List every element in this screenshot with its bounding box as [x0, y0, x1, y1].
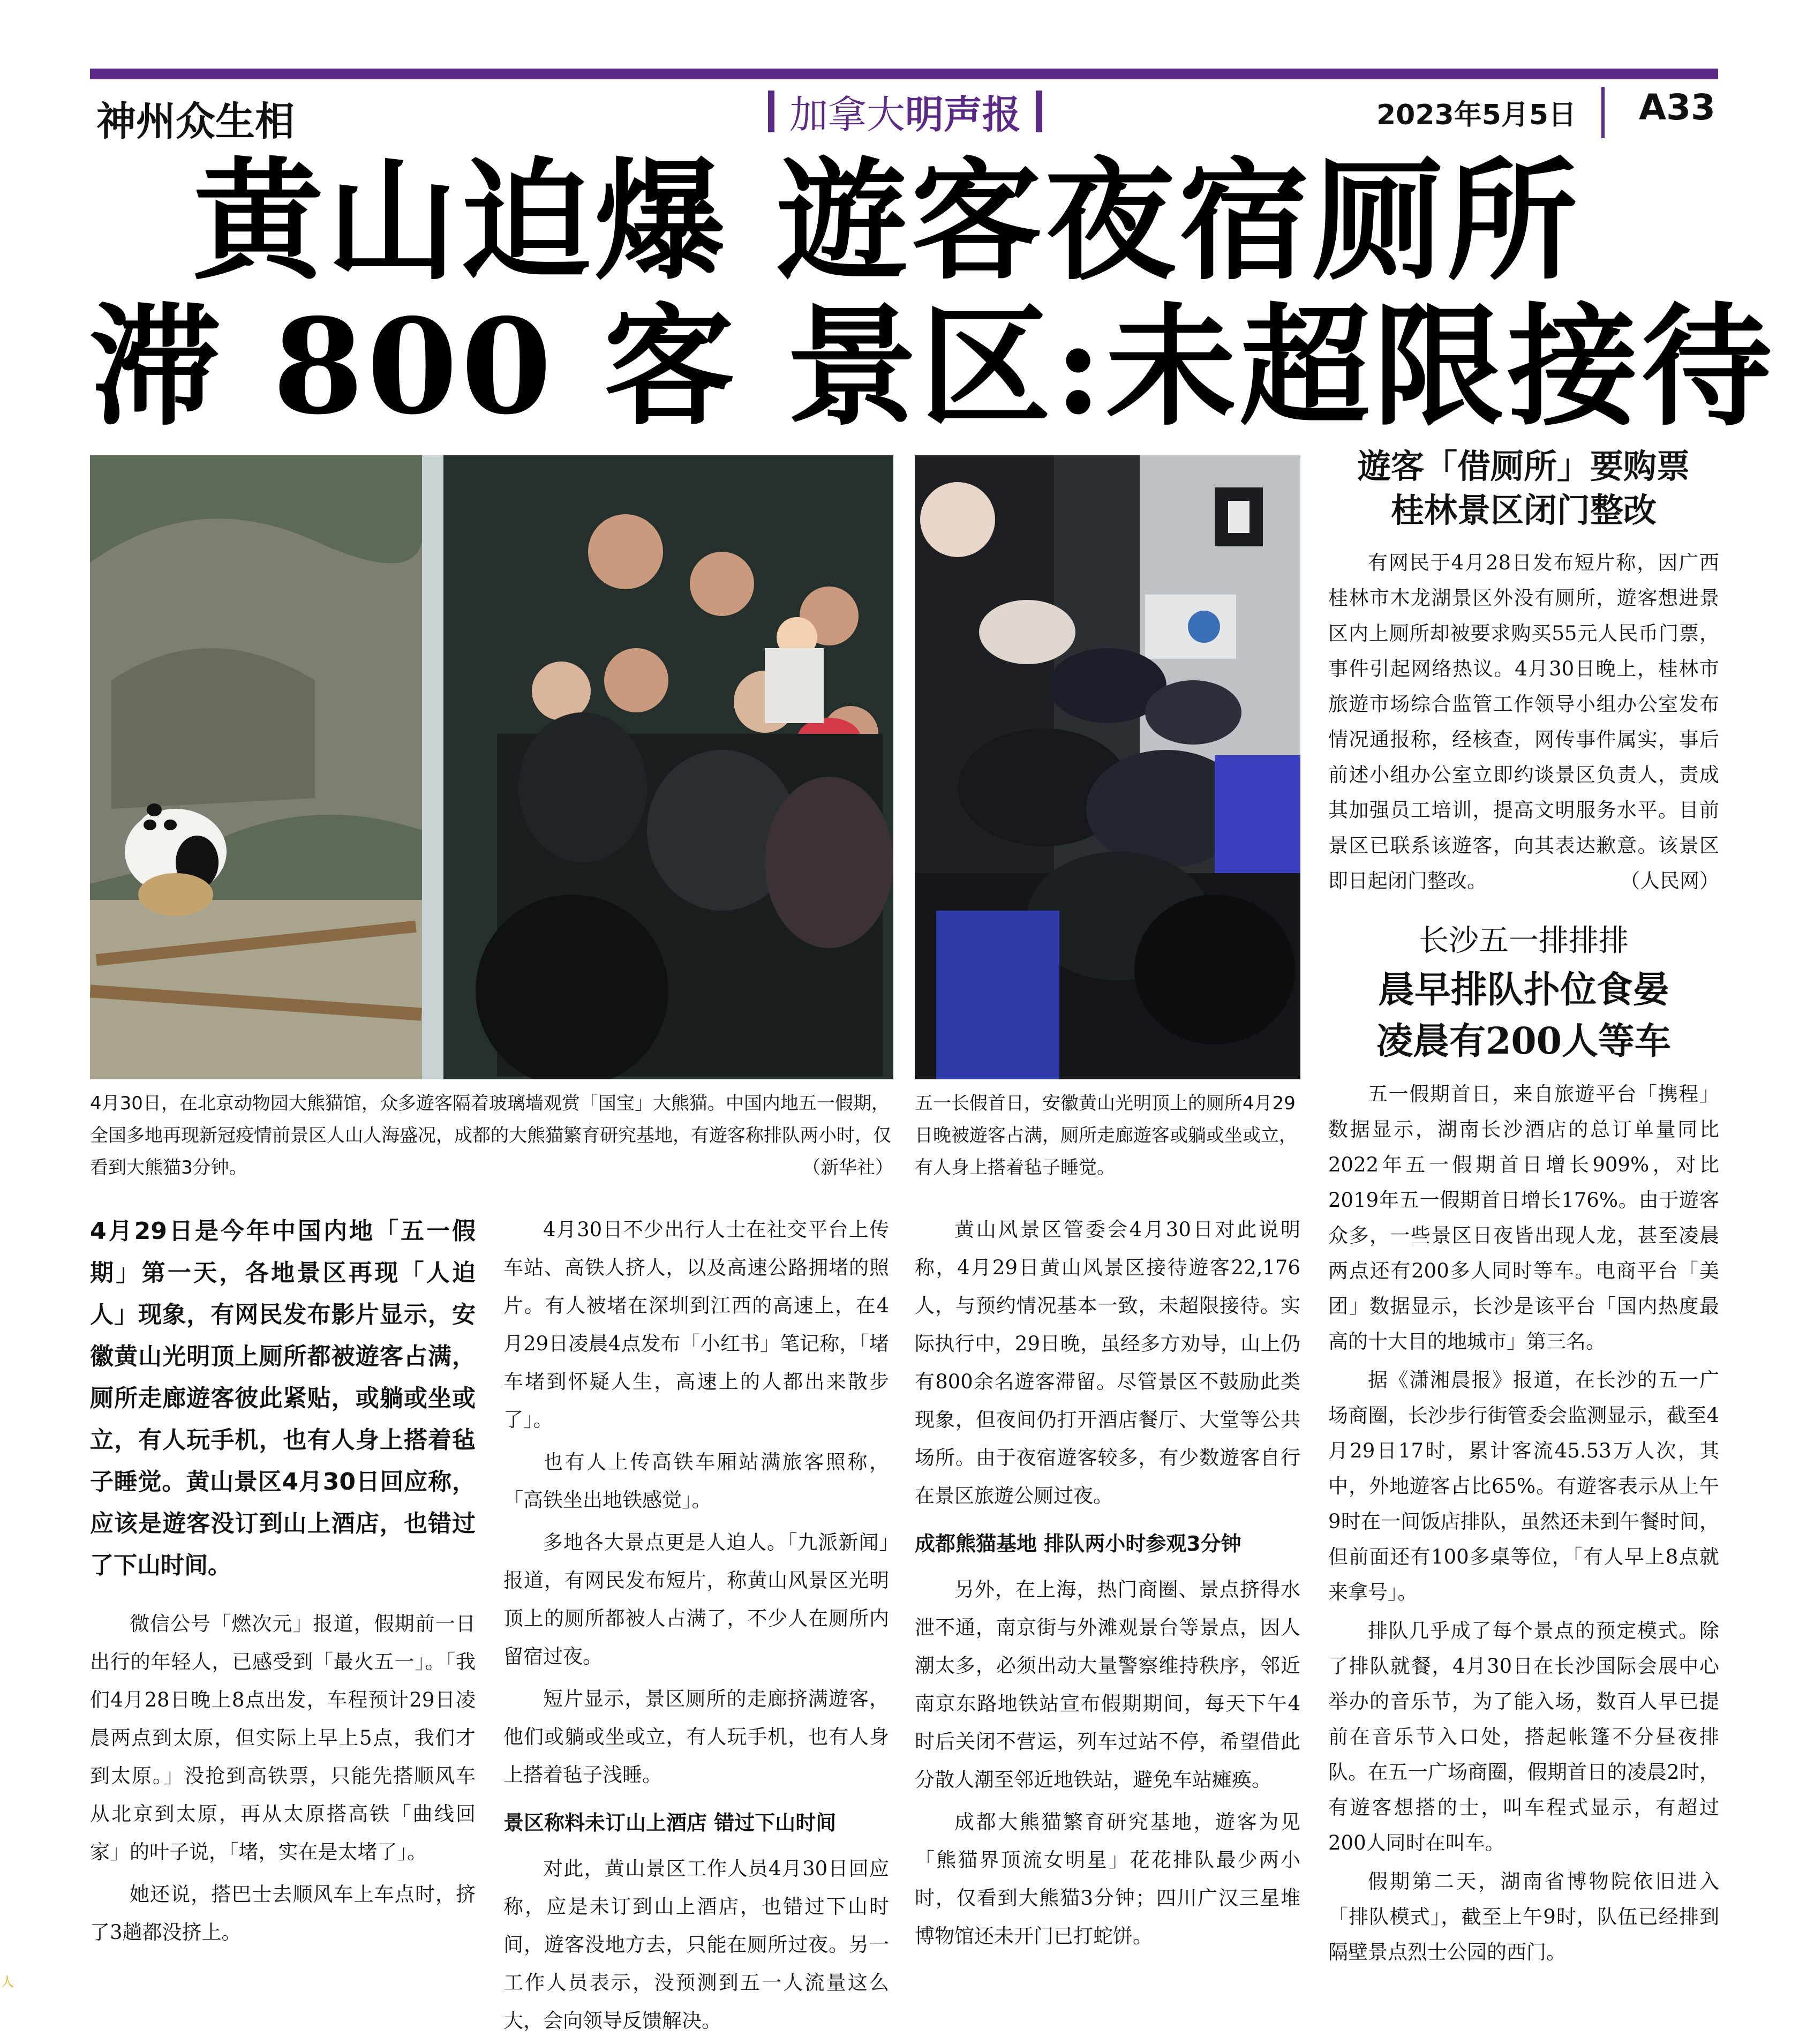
sidebar-headline-2-line2: 凌晨有200人等车: [1376, 1020, 1671, 1063]
article-paragraph: 短片显示，景区厕所的走廊挤满遊客，他们或躺或坐或立，有人玩手机，也有人身上搭着毡子浅睡。: [503, 1687, 889, 1786]
sidebar-paragraph-text: 有网民于4月28日发布短片称，因广西桂林市木龙湖景区外没有厕所，遊客想进景区内上厕所却被要求购买55元人民币门票，事件引起网络热议。4月30日晚上，桂林市旅遊市场综合监管工作领导小组办公室发布情况通报称，经核查，网传事件属实，事后前述小组办公室立即约谈景区负责人，责成其加强员工培训，提高文明服务水平。目前景区已联系该遊客，向其表达歉意。该景区即日起闭门整改。: [1328, 551, 1719, 892]
photo1-source: （新华社）: [802, 1157, 893, 1178]
toilet-corridor-photo: [915, 455, 1300, 1079]
article-paragraph: 成都大熊猫繁育研究基地，遊客为见「熊猫界顶流女明星」花花排队最少两小时，仅看到大熊猫3分钟；四川广汉三星堆博物馆还未开门已打蛇饼。: [915, 1810, 1300, 1948]
corner-mark: 人: [1, 1974, 14, 1989]
subheading: 成都熊猫基地 排队两小时参观3分钟: [915, 1532, 1241, 1555]
sidebar-paragraph: 五一假期首日，来自旅遊平台「携程」数据显示，湖南长沙酒店的总订单量同比2022年五一假期首日增长909%，对比2019年五一假期首日增长176%。由于遊客众多，一些景区日夜皆出现人龙，甚至凌晨两点还有200多人同时等车。电商平台「美团」数据显示，长沙是该平台「国内热度最高的十大目的地城市」第三名。: [1328, 1083, 1719, 1353]
sidebar-kicker: 长沙五一排排排: [1419, 923, 1629, 958]
sidebar-paragraph: 据《潇湘晨报》报道，在长沙的五一广场商圈，长沙步行街管委会监测显示，截至4月29日17时，累计客流45.53万人次，其中，外地遊客占比65%。有遊客表示从上午9时在一间饭店排队，虽然还未到午餐时间，但前面还有100多桌等位，「有人早上8点就来拿号」。: [1328, 1369, 1719, 1604]
article-column-3: [915, 1211, 1300, 1959]
page-number: A33: [1639, 87, 1715, 128]
top-rule: [90, 69, 1718, 79]
article-paragraph: 对此，黄山景区工作人员4月30日回应称，应是未订到山上酒店，也错过下山时间，遊客没地方去，只能在厕所过夜。另一工作人员表示，没预测到五一人流量这么大，会向领导反馈解决。: [503, 1857, 889, 2032]
masthead-prefix: 加拿大: [789, 92, 905, 137]
article-column-1: [90, 1211, 476, 1956]
article-lead: 4月29日是今年中国内地「五一假期」第一天，各地景区再现「人迫人」现象，有网民发布影片显示，安徽黄山光明顶上厕所都被遊客占满，厕所走廊遊客彼此紧贴，或躺或坐或立，有人玩手机，也有人身上搭着毡子睡觉。黄山景区4月30日回应称，应该是遊客没订到山上酒店，也错过了下山时间。: [90, 1218, 476, 1579]
headline-line-2: 滞 800 客 景区:未超限接待: [90, 290, 1775, 444]
masthead: [728, 85, 1082, 138]
sidebar-paragraph: 假期第二天，湖南省博物院依旧进入「排队模式」，截至上午9时，队伍已经排到隔壁景点烈士公园的西门。: [1328, 1870, 1719, 1964]
issue-date: 2023年5月5日: [1376, 99, 1577, 131]
sidebar-story-1: [1328, 545, 1719, 902]
article-paragraph: 4月30日不少出行人士在社交平台上传车站、高铁人挤人，以及高速公路拥堵的照片。有人被堵在深圳到江西的高速上，在4月29日凌晨4点发布「小红书」笔记称，「堵车堵到怀疑人生，高速上的人都出来散步了」。: [503, 1218, 889, 1431]
article-column-2: [503, 1211, 889, 2044]
article-paragraph: 另外，在上海，热门商圈、景点挤得水泄不通，南京街与外滩观景台等景点，因人潮太多，必须出动大量警察维持秩序，邻近南京东路地铁站宣布假期期间，每天下午4时后关闭不营运，列车过站不停，希望借此分散人潮至邻近地铁站，避免车站瘫痪。: [915, 1578, 1300, 1791]
panda-crowd-photo: [90, 455, 893, 1079]
header-divider: [1601, 87, 1605, 138]
photo1-caption-text: 4月30日，在北京动物园大熊猫馆，众多遊客隔着玻璃墙观赏「国宝」大熊猫。中国内地五一假期，全国多地再现新冠疫情前景区人山人海盛况，成都的大熊猫繁育研究基地，有遊客称排队两小时，仅看到大熊猫3分钟。: [90, 1093, 891, 1178]
sidebar-paragraph: [1328, 545, 1719, 899]
masthead-bar-right: [1036, 91, 1042, 132]
sidebar-headline-2: [1328, 964, 1719, 1067]
sidebar-headline-2-line1: 晨早排队扑位食晏: [1378, 968, 1669, 1011]
section-label: 神州众生相: [96, 99, 295, 145]
sidebar-paragraph: 排队几乎成了每个景点的预定模式。除了排队就餐，4月30日在长沙国际会展中心举办的音乐节，为了能入场，数百人早已提前在音乐节入口处，搭起帐篷不分昼夜排队。在五一广场商圈，假期首日的凌晨2时，有遊客想搭的士，叫车程式显示，有超过200人同时在叫车。: [1328, 1619, 1719, 1854]
masthead-title: 明声报: [905, 92, 1021, 137]
masthead-bar-left: [768, 91, 774, 132]
article-paragraph: 黄山风景区管委会4月30日对此说明称，4月29日黄山风景区接待遊客22,176人，与预约情况基本一致，未超限接待。实际执行中，29日晚，虽经多方劝导，山上仍有800余名遊客滞留。尽管景区不鼓励此类现象，但夜间仍打开酒店餐厅、大堂等公共场所。由于夜宿遊客较多，有少数遊客自行在景区旅遊公厕过夜。: [915, 1218, 1300, 1507]
article-paragraph: 也有人上传高铁车厢站满旅客照称，「高铁坐出地铁感觉」。: [503, 1451, 889, 1512]
article-paragraph: 微信公号「燃次元」报道，假期前一日出行的年轻人，已感受到「最火五一」。「我们4月28日晚上8点出发，车程预计29日凌晨两点到太原，但实际上早上5点，我们才到太原。」没抢到高铁票，只能先搭顺风车从北京到太原，再从太原搭高铁「曲线回家」的叶子说，「堵，实在是太堵了」。: [90, 1612, 476, 1863]
article-paragraph: 多地各大景点更是人迫人。「九派新闻」报道，有网民发布短片，称黄山风景区光明顶上的厕所都被人占满了，不少人在厕所内留宿过夜。: [503, 1531, 889, 1668]
article-paragraph: 她还说，搭巴士去顺风车上车点时，挤了3趟都没挤上。: [90, 1883, 476, 1944]
sidebar-story-2: [1328, 1077, 1719, 1973]
subheading: 景区称料未订山上酒店 错过下山时间: [503, 1811, 837, 1835]
sidebar-headline-1-line2: 桂林景区闭门整改: [1390, 491, 1657, 530]
headline-line-1: 黄山迫爆 遊客夜宿厕所: [193, 144, 1580, 298]
photo2-caption: 五一长假首日，安徽黄山光明顶上的厕所4月29日晚被遊客占满，厕所走廊遊客或躺或坐或立，有人身上搭着毡子睡觉。: [915, 1093, 1297, 1178]
sidebar-headline-1-line1: 遊客「借厕所」要购票: [1357, 447, 1690, 486]
sidebar-headline-1: [1328, 445, 1719, 532]
photo1-caption: [90, 1087, 893, 1184]
sidebar-source: （人民网）: [1620, 869, 1719, 892]
